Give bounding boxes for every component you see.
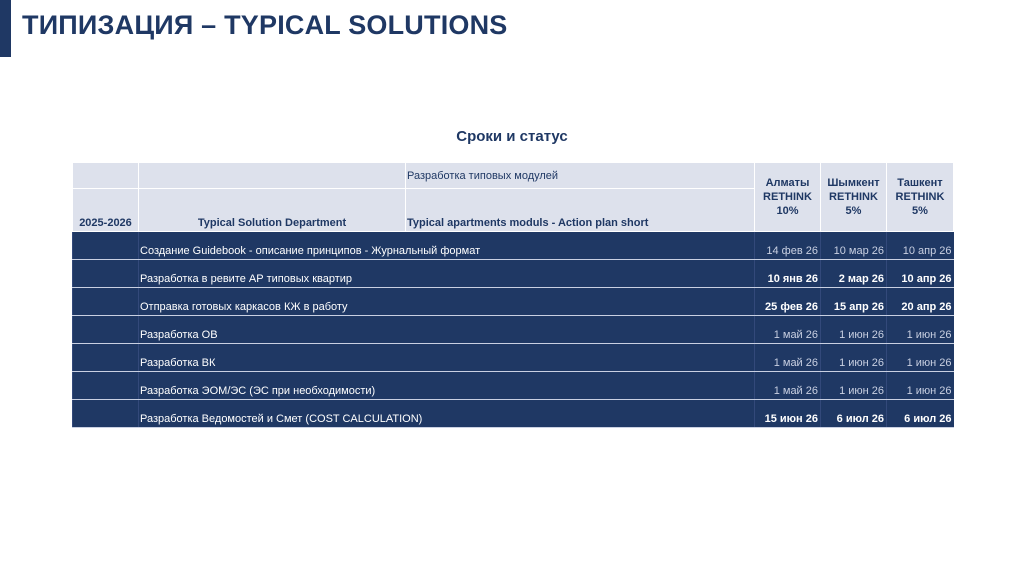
date-shymkent: 6 июл 26 <box>821 400 887 428</box>
date-almaty: 1 май 26 <box>755 344 821 372</box>
header-plan: Typical apartments moduls - Action plan short <box>406 189 755 232</box>
header-blank-cell <box>73 163 139 189</box>
city-name: Алматы <box>765 177 810 189</box>
date-tashkent: 1 июн 26 <box>887 344 954 372</box>
task-label: Разработка ВК <box>139 344 755 372</box>
header-department: Typical Solution Department <box>139 189 406 232</box>
city-progress: 10% <box>776 205 799 217</box>
date-almaty: 15 июн 26 <box>755 400 821 428</box>
table-row <box>73 316 954 344</box>
table-row <box>73 400 954 428</box>
date-shymkent: 1 июн 26 <box>821 344 887 372</box>
task-label: Разработка в ревите АР типовых квартир <box>139 260 755 288</box>
city-name: Шымкент <box>827 177 880 189</box>
date-shymkent: 2 мар 26 <box>821 260 887 288</box>
table-row <box>73 288 954 316</box>
city-name: Ташкент <box>897 177 943 189</box>
date-almaty: 1 май 26 <box>755 316 821 344</box>
date-almaty: 10 янв 26 <box>755 260 821 288</box>
date-almaty: 1 май 26 <box>755 372 821 400</box>
header-city-almaty <box>755 163 821 232</box>
title-accent-bar <box>0 0 11 57</box>
row-year-cell <box>73 232 139 260</box>
header-year: 2025-2026 <box>73 189 139 232</box>
row-year-cell <box>73 288 139 316</box>
date-shymkent: 1 июн 26 <box>821 372 887 400</box>
header-city-shymkent <box>821 163 887 232</box>
date-shymkent: 1 июн 26 <box>821 316 887 344</box>
city-project: RETHINK <box>829 191 878 203</box>
date-shymkent: 15 апр 26 <box>821 288 887 316</box>
date-shymkent: 10 мар 26 <box>821 232 887 260</box>
table-row <box>73 260 954 288</box>
date-tashkent: 10 апр 26 <box>887 260 954 288</box>
date-almaty: 25 фев 26 <box>755 288 821 316</box>
row-year-cell <box>73 344 139 372</box>
city-project: RETHINK <box>895 191 945 203</box>
row-year-cell <box>73 372 139 400</box>
task-label: Разработка ОВ <box>139 316 755 344</box>
table-row <box>73 372 954 400</box>
table-row <box>73 344 954 372</box>
schedule-table <box>72 162 954 428</box>
date-tashkent: 6 июл 26 <box>887 400 954 428</box>
table-row <box>73 232 954 260</box>
row-year-cell <box>73 400 139 428</box>
task-label: Разработка Ведомостей и Смет (COST CALCULATION) <box>139 400 755 428</box>
task-label: Отправка готовых каркасов КЖ в работу <box>139 288 755 316</box>
city-progress: 5% <box>912 205 928 217</box>
task-label: Разработка ЭОМ/ЭС (ЭС при необходимости) <box>139 372 755 400</box>
header-group-cell: Разработка типовых модулей <box>406 163 755 189</box>
table-subtitle: Сроки и статус <box>456 128 568 145</box>
date-tashkent: 10 апр 26 <box>887 232 954 260</box>
header-city-tashkent <box>887 163 954 232</box>
date-tashkent: 20 апр 26 <box>887 288 954 316</box>
page-title: ТИПИЗАЦИЯ – TYPICAL SOLUTIONS <box>22 10 508 40</box>
date-tashkent: 1 июн 26 <box>887 316 954 344</box>
city-project: RETHINK <box>763 191 812 203</box>
header-blank-cell <box>139 163 406 189</box>
date-almaty: 14 фев 26 <box>755 232 821 260</box>
table-header-row-1 <box>73 163 954 189</box>
row-year-cell <box>73 260 139 288</box>
task-label: Создание Guidebook - описание принципов - Журнальный формат <box>139 232 755 260</box>
row-year-cell <box>73 316 139 344</box>
date-tashkent: 1 июн 26 <box>887 372 954 400</box>
city-progress: 5% <box>845 205 862 217</box>
